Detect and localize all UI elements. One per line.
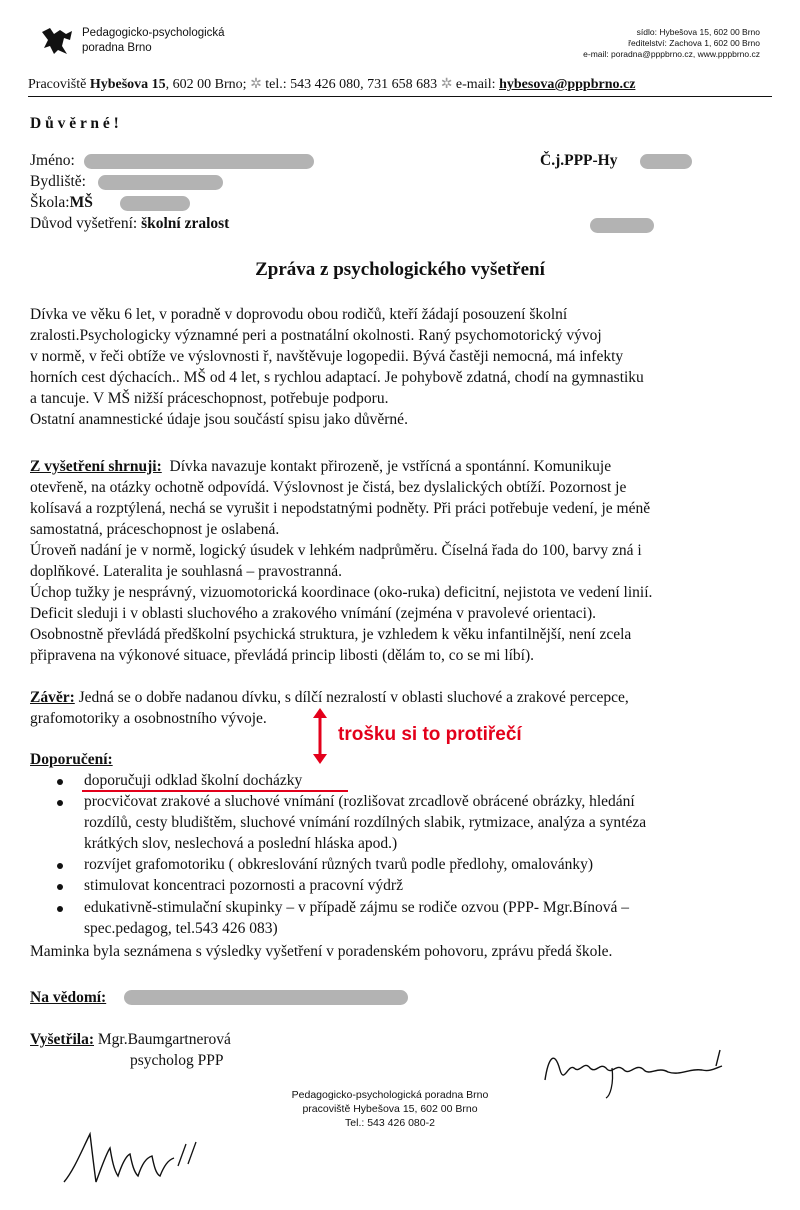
school-value: MŠ <box>69 194 93 211</box>
bullet-icon <box>57 863 63 869</box>
email-label: e-mail: <box>455 77 496 92</box>
text-line: edukativně-stimulační skupinky – v případě zájmu se rodiče ozvou (PPP- Mgr.Bínová – <box>84 899 629 916</box>
page-title: Zpráva z psychologického vyšetření <box>255 259 545 280</box>
summary-label: Z vyšetření shrnuji: <box>30 458 162 475</box>
office-stamp <box>260 1088 520 1130</box>
text-line: kolísavá a rozptýlená, nechá se vyrušit i nepodstatnými podněty. Při práci potřebuje vedení, je méně <box>30 500 651 517</box>
name-label: Jméno: <box>30 152 75 169</box>
text-line: zralosti.Psychologicky významné peri a postnatální okolnosti. Raný psychomotorický vývoj <box>30 327 602 344</box>
summary-paragraph <box>30 456 775 666</box>
header-contact-line: ředitelství: Zachova 1, 602 00 Brno <box>628 38 760 48</box>
redaction-name <box>84 154 314 169</box>
residence-label: Bydliště: <box>30 173 86 190</box>
text-line: připravena na výkonové situace, převládá princip libosti (dělám to, co se mi líbí). <box>30 647 535 664</box>
text-line: Deficit sleduji i v oblasti sluchového a zrakového vnímání (zejména v pravolevé orientaci). <box>30 605 596 622</box>
signature-parent <box>60 1120 230 1190</box>
email-link[interactable]: hybesova@pppbrno.cz <box>499 77 636 92</box>
reason-label: Důvod vyšetření: <box>30 215 138 232</box>
confidential-label: D ů v ě r n é ! <box>30 115 119 132</box>
text-line: otevřeně, na otázky ochotně odpovídá. Výslovnost je čistá, bez dyslalických obtíží. Pozornost je <box>30 479 627 496</box>
examiner-name: Mgr.Baumgartnerová <box>97 1031 231 1048</box>
school-label: Škola: <box>30 194 70 211</box>
logo-icon <box>40 26 74 56</box>
stamp-line: pracoviště Hybešova 15, 602 00 Brno <box>302 1103 478 1115</box>
redaction-notice <box>124 990 408 1005</box>
star-icon: ✲ <box>440 77 453 92</box>
workplace-line <box>28 76 635 93</box>
conclusion-second-text: grafomotoriky a osobnostního vývoje. <box>30 710 267 727</box>
examiner-line <box>30 1029 231 1050</box>
mother-note: Maminka byla seznámena s výsledky vyšetření v poradenském pohovoru, zprávu předá škole. <box>30 943 613 960</box>
header-divider <box>28 96 772 97</box>
conclusion-label: Závěr: <box>30 689 75 706</box>
bullet-icon <box>57 779 63 785</box>
conclusion-paragraph <box>30 687 775 729</box>
anamnesis-paragraph <box>30 304 775 430</box>
header-contact-info <box>500 27 760 60</box>
text-line: Osobnostně převládá předškolní psychická struktura, je vzhledem k věku infantilnější, není zcela <box>30 626 632 643</box>
recommendation-item <box>84 897 774 939</box>
notice-label: Na vědomí: <box>30 989 107 1006</box>
redaction-school <box>120 196 190 211</box>
text-line: spec.pedagog, tel.543 426 083) <box>84 920 278 937</box>
logo-text-line2: poradna Brno <box>82 42 152 54</box>
workplace-address: Hybešova 15 <box>89 77 166 92</box>
stamp-line: Pedagogicko-psychologická poradna Brno <box>291 1089 489 1101</box>
summary-first-line <box>30 456 775 477</box>
text-line: doplňkové. Lateralita je souhlasná – pravostranná. <box>30 563 343 580</box>
redaction-residence <box>98 175 223 190</box>
text-line: stimulovat koncentraci pozornosti a pracovní výdrž <box>84 877 403 894</box>
stamp-line: Tel.: 543 426 080-2 <box>345 1117 435 1129</box>
text-line: a tancuje. V MŠ nižší práceschopnost, potřebuje podporu. <box>30 390 389 407</box>
recommendation-item <box>84 854 593 875</box>
text-line: Dívka ve věku 6 let, v poradně v doprovodu obou rodičů, kteří žádají posouzení školní <box>30 306 568 323</box>
reason-line <box>30 213 229 234</box>
text-line: samostatná, práceschopnost je oslabená. <box>30 521 280 538</box>
annotation-text: trošku si to protiřečí <box>338 724 522 745</box>
header-contact-line: e-mail: poradna@pppbrno.cz, www.pppbrno.cz <box>583 49 760 59</box>
text-line: Ostatní anamnestické údaje jsou součástí spisu jako důvěrné. <box>30 411 408 428</box>
signature-examiner <box>540 1040 730 1100</box>
text-line: v normě, v řeči obtíže ve výslovnosti ř, navštěvuje logopedii. Bývá častěji nemocná, má infekty <box>30 348 624 365</box>
text-line: doporučuji odklad školní docházky <box>84 772 303 789</box>
logo-text-line1: Pedagogicko-psychologická <box>82 27 225 39</box>
examined-label: Vyšetřila: <box>30 1031 94 1048</box>
conclusion-first-line <box>30 687 775 708</box>
text-line: horních cest dýchacích.. MŠ od 4 let, s rychlou adaptací. Je pohybově zdatná, chodí na gymnastiku <box>30 369 644 386</box>
text-line: procvičovat zrakové a sluchové vnímání (rozlišovat zrcadlově obrácené obrázky, hledání <box>84 793 635 810</box>
text-line: Úroveň nadání je v normě, logický úsudek v lehkém nadprůměru. Číselná řada do 100, barvy zná i <box>30 542 642 559</box>
recommendations-heading: Doporučení: <box>30 751 113 768</box>
text-line: krátkých slov, neslechová a poslední hláska apod.) <box>84 835 398 852</box>
bullet-icon <box>57 884 63 890</box>
recommendation-item <box>84 791 774 854</box>
recommendation-item <box>84 770 302 791</box>
recommendation-item <box>84 875 403 896</box>
reference-label: Č.j.PPP-Hy <box>540 152 618 169</box>
workplace-city: , 602 00 Brno; <box>165 77 247 92</box>
text-line: rozvíjet grafomotoriku ( obkreslování různých tvarů podle předlohy, omalovánky) <box>84 856 594 873</box>
examiner-role: psycholog PPP <box>130 1052 224 1069</box>
text-line: rozdílů, cesty bludištěm, sluchové vnímání rozdílných slabik, rytmizace, analýza a syntéza <box>84 814 647 831</box>
summary-first-text: Dívka navazuje kontakt přirozeně, je vstřícná a spontánní. Komunikuje <box>169 458 612 475</box>
bullet-icon <box>57 800 63 806</box>
workplace-label: Pracoviště <box>28 77 87 92</box>
school-line <box>30 192 93 213</box>
conclusion-first-text: Jedná se o dobře nadanou dívku, s dílčí nezralostí v oblasti sluchové a zrakové percepce, <box>78 689 629 706</box>
redaction-reference <box>640 154 692 169</box>
reason-value: školní zralost <box>141 215 230 232</box>
redaction-date <box>590 218 654 233</box>
bullet-icon <box>57 906 63 912</box>
star-icon: ✲ <box>250 77 262 92</box>
text-line: Úchop tužky je nesprávný, vizuomotorická koordinace (oko-ruka) deficitní, nejistota ve vedení linií. <box>30 584 653 601</box>
double-arrow-icon <box>312 708 328 764</box>
phone: tel.: 543 426 080, 731 658 683 <box>265 77 438 92</box>
header-contact-line: sídlo: Hybešova 15, 602 00 Brno <box>636 27 760 37</box>
